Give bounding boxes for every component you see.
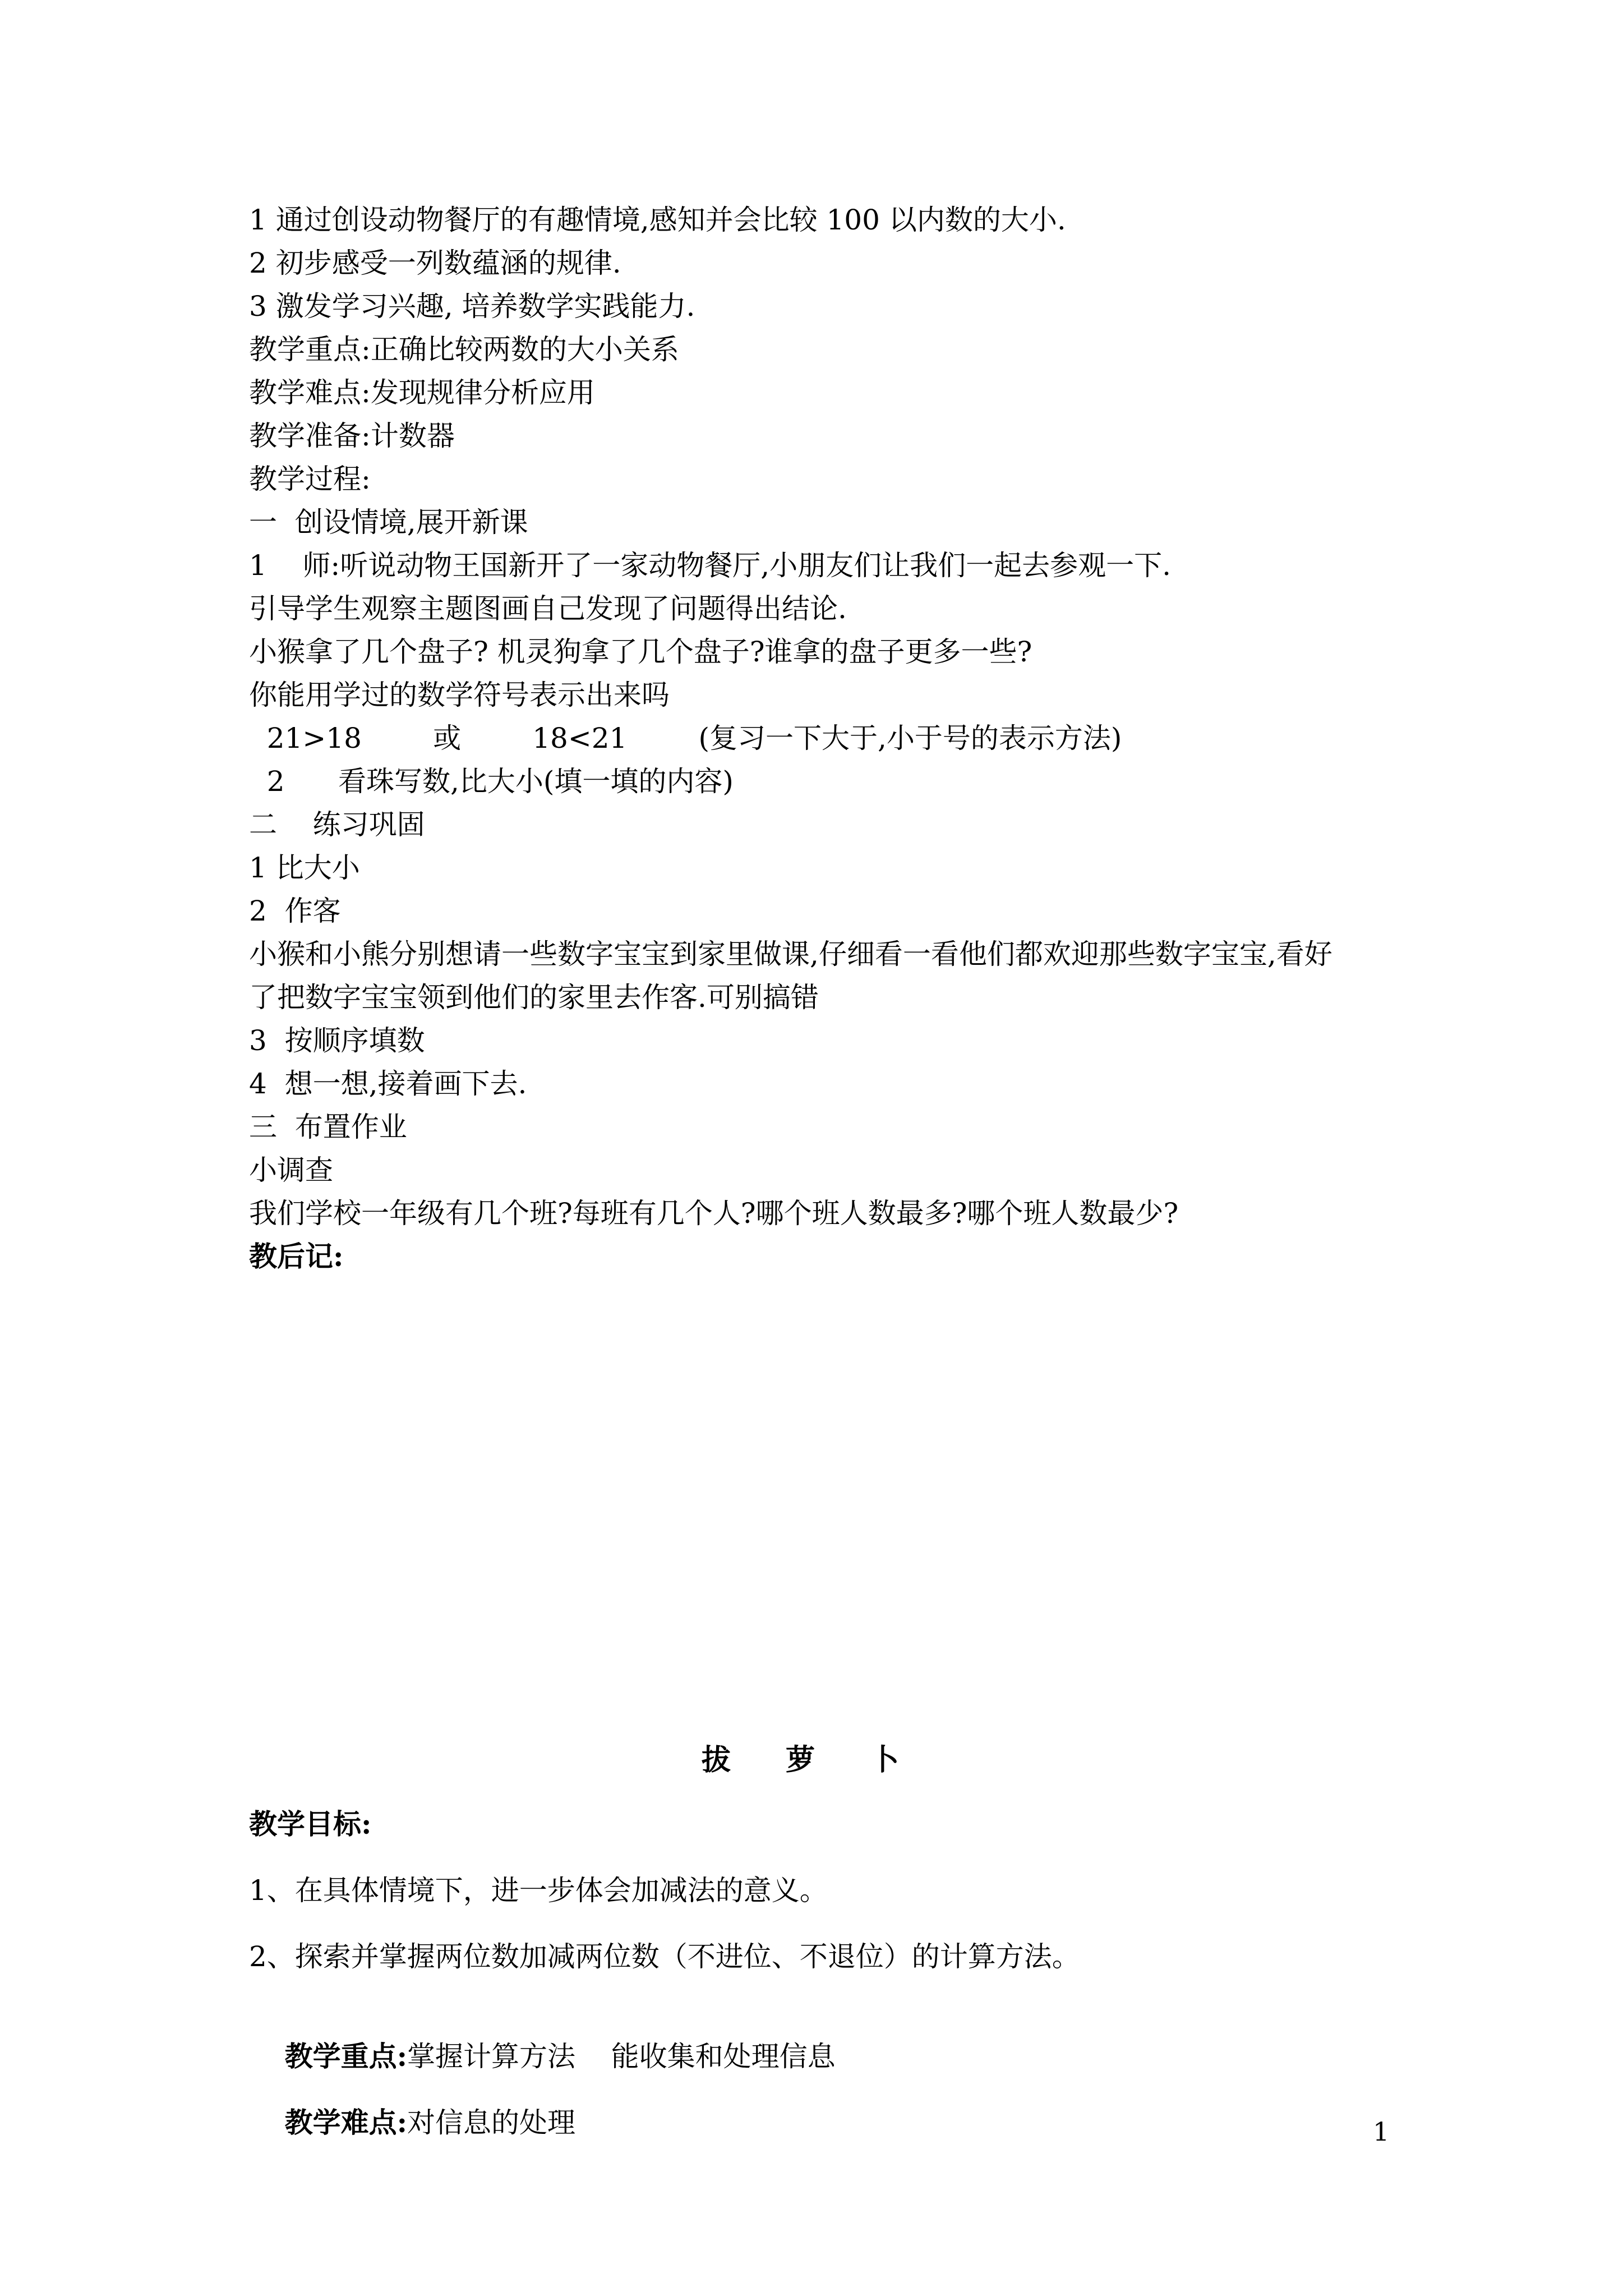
survey-heading: 小调查 [249,1154,333,1186]
symbol-question-line: 你能用学过的数学符号表示出来吗 [249,679,670,711]
exercise-2-desc-line-2: 了把数字宝宝领到他们的家里去作客.可别搞错 [249,981,819,1014]
exercise-2-desc-line-1: 小猴和小熊分别想请一些数字宝宝到家里做课,仔细看一看他们都欢迎那些数字宝宝,看好 [249,938,1332,970]
part-three-heading: 三 布置作业 [249,1111,407,1143]
lesson-title: 拔 萝 卜 [701,1743,922,1777]
key-point-line: 教学重点:正确比较两数的大小关系 [249,333,679,366]
part-two-heading: 二 练习巩固 [249,808,425,841]
difficulty-line: 教学难点:发现规律分析应用 [249,376,595,409]
step-2-line: 2 看珠写数,比大小(填一填的内容) [249,765,734,798]
objective-item-1: 1、在具体情境下，进一步体会加减法的意义。 [249,1874,828,1907]
difficulty-label: 教学难点: [284,2106,408,2139]
objectives-label: 教学目标: [249,1807,372,1841]
afterword-label: 教后记: [249,1240,344,1273]
key-point-text: 掌握计算方法 能收集和处理信息 [407,2040,836,2073]
difficulty-row [249,2072,575,2173]
guide-line: 引导学生观察主题图画自己发现了问题得出结论. [249,592,847,625]
objective-line-1: 1 通过创设动物餐厅的有趣情境,感知并会比较 100 以内数的大小. [249,204,1066,236]
exercise-3-line: 3 按顺序填数 [249,1024,425,1057]
objective-line-3: 3 激发学习兴趣, 培养数学实践能力. [249,290,695,323]
key-point-label: 教学重点: [284,2040,408,2073]
difficulty-text: 对信息的处理 [407,2106,576,2139]
objective-item-2: 2、探索并掌握两位数加减两位数（不进位、不退位）的计算方法。 [249,1940,1080,1973]
step-1-line: 1 师:听说动物王国新开了一家动物餐厅,小朋友们让我们一起去参观一下. [249,549,1172,582]
preparation-line: 教学准备:计数器 [249,420,455,452]
page-number: 1 [1373,2116,1390,2147]
survey-question-line: 我们学校一年级有几个班?每班有几个人?哪个班人数最多?哪个班人数最少? [249,1197,1179,1230]
exercise-2-line: 2 作客 [249,895,341,927]
question-line: 小猴拿了几个盘子? 机灵狗拿了几个盘子?谁拿的盘子更多一些? [249,636,1032,668]
exercise-1-line: 1 比大小 [249,852,360,884]
exercise-4-line: 4 想一想,接着画下去. [249,1068,527,1100]
part-one-heading: 一 创设情境,展开新课 [249,506,528,539]
comparison-line: 21>18 或 18<21 (复习一下大于,小于号的表示方法) [249,722,1122,754]
objective-line-2: 2 初步感受一列数蕴涵的规律. [249,247,621,279]
process-heading: 教学过程: [249,463,371,495]
